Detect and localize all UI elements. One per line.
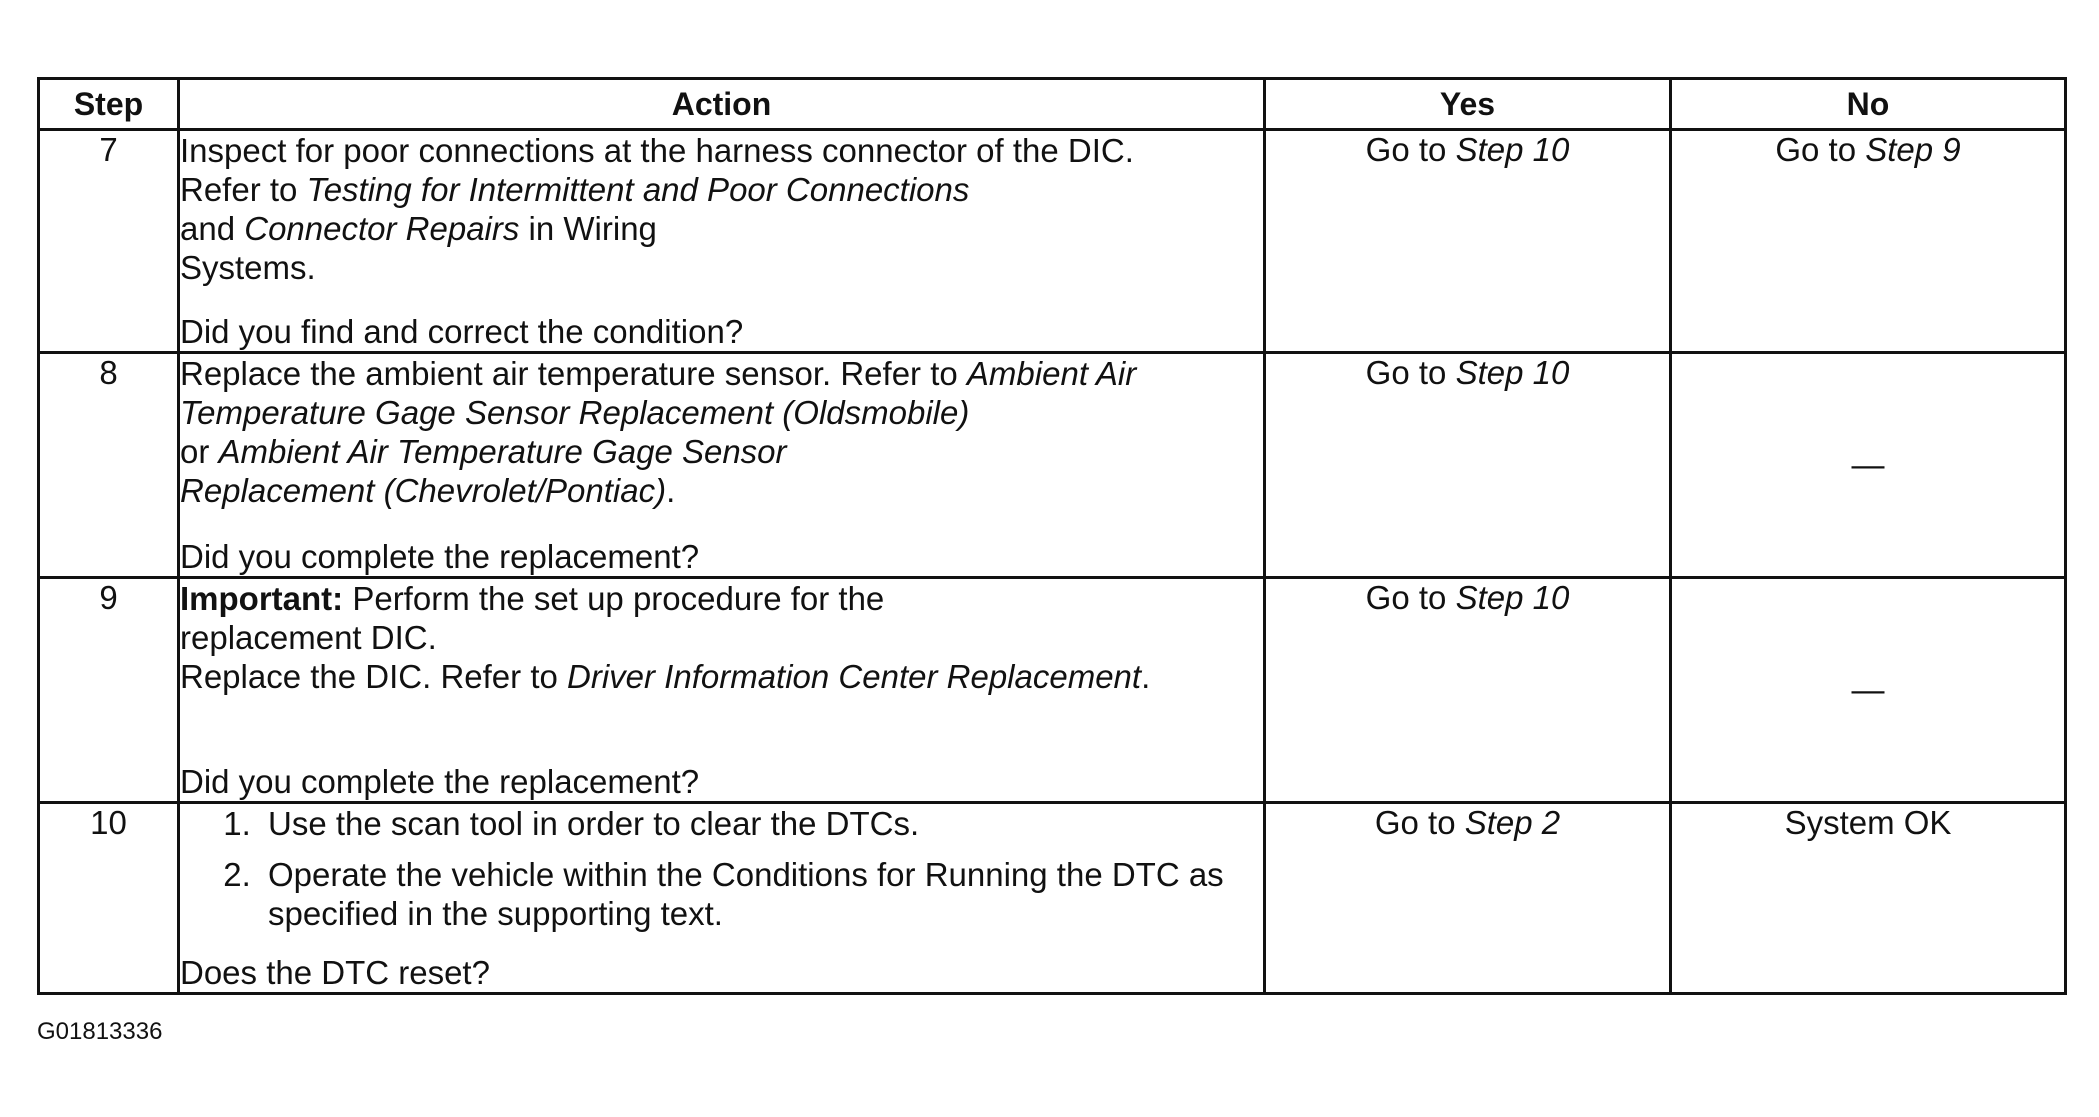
numbered-list [180, 804, 1263, 933]
reference-link: Replacement (Chevrolet/Pontiac) [180, 472, 667, 509]
action-text: Replace the DIC. Refer to [180, 658, 568, 695]
action-text: . [666, 472, 676, 509]
action-text: . [1141, 658, 1151, 695]
table-row-step-8 [39, 353, 2066, 578]
action-text: Refer to [180, 171, 307, 208]
table-header-row [39, 79, 2066, 130]
yes-result: Go to Step 10 [1265, 353, 1671, 578]
no-result [1671, 353, 2066, 578]
action-cell [179, 353, 1265, 578]
diagnostic-table [37, 77, 2067, 995]
action-question: Does the DTC reset? [180, 954, 490, 991]
reference-link: Testing for Intermittent and Poor Connections [306, 171, 970, 208]
reference-link: Ambient Air Temperature Gage Sensor [218, 433, 787, 470]
em-dash: — [1851, 671, 1885, 708]
step-reference: Step 10 [1455, 579, 1570, 616]
table-row-step-10 [39, 803, 2066, 994]
action-instructions [180, 131, 1263, 287]
table-row-step-9 [39, 578, 2066, 803]
reference-link: Ambient Air [966, 355, 1137, 392]
step-reference: Step 9 [1865, 131, 1961, 168]
action-text: in Wiring [519, 210, 657, 247]
action-cell [179, 130, 1265, 353]
header-no: No [1671, 79, 2066, 130]
table-row-step-7 [39, 130, 2066, 353]
step-number: 7 [39, 130, 179, 353]
yes-result: Go to Step 10 [1265, 578, 1671, 803]
reference-link: Temperature Gage Sensor Replacement (Oldsmobile) [180, 394, 970, 431]
step-reference: Step 10 [1455, 131, 1570, 168]
step-number: 9 [39, 578, 179, 803]
header-yes: Yes [1265, 79, 1671, 130]
action-instructions [180, 354, 1263, 510]
important-text: replacement DIC. [180, 619, 437, 656]
action-text: Systems. [180, 249, 316, 286]
step-number: 8 [39, 353, 179, 578]
list-item: 2. Operate the vehicle within the Conditions for Running the DTC as specified in the supporting text. [260, 855, 1263, 933]
no-result: Go to Step 9 [1671, 130, 2066, 353]
step-reference: Step 2 [1464, 804, 1561, 841]
em-dash: — [1851, 446, 1885, 483]
list-item: 1. Use the scan tool in order to clear the DTCs. [260, 804, 1263, 843]
no-result: System OK [1671, 803, 2066, 994]
header-action: Action [179, 79, 1265, 130]
yes-result: Go to Step 2 [1265, 803, 1671, 994]
action-text: Inspect for poor connections at the harness connector of the DIC. [180, 132, 1134, 169]
action-question: Did you complete the replacement? [180, 763, 700, 800]
reference-link: Driver Information Center Replacement [567, 658, 1142, 695]
action-text: and [180, 210, 245, 247]
important-label: Important: [180, 580, 344, 617]
action-cell [179, 578, 1265, 803]
action-cell [179, 803, 1265, 994]
action-question: Did you find and correct the condition? [180, 313, 744, 350]
step-reference: Step 10 [1455, 354, 1570, 391]
important-text: Perform the set up procedure for the [343, 580, 885, 617]
action-question: Did you complete the replacement? [180, 538, 700, 575]
action-instructions [180, 804, 1263, 933]
action-instructions [180, 579, 1263, 696]
reference-link: Connector Repairs [244, 210, 520, 247]
yes-result: Go to Step 10 [1265, 130, 1671, 353]
action-text: Replace the ambient air temperature sensor. Refer to [180, 355, 967, 392]
figure-id: G01813336 [37, 1018, 163, 1045]
no-result [1671, 578, 2066, 803]
action-text: or [180, 433, 219, 470]
step-number: 10 [39, 803, 179, 994]
header-step: Step [39, 79, 179, 130]
